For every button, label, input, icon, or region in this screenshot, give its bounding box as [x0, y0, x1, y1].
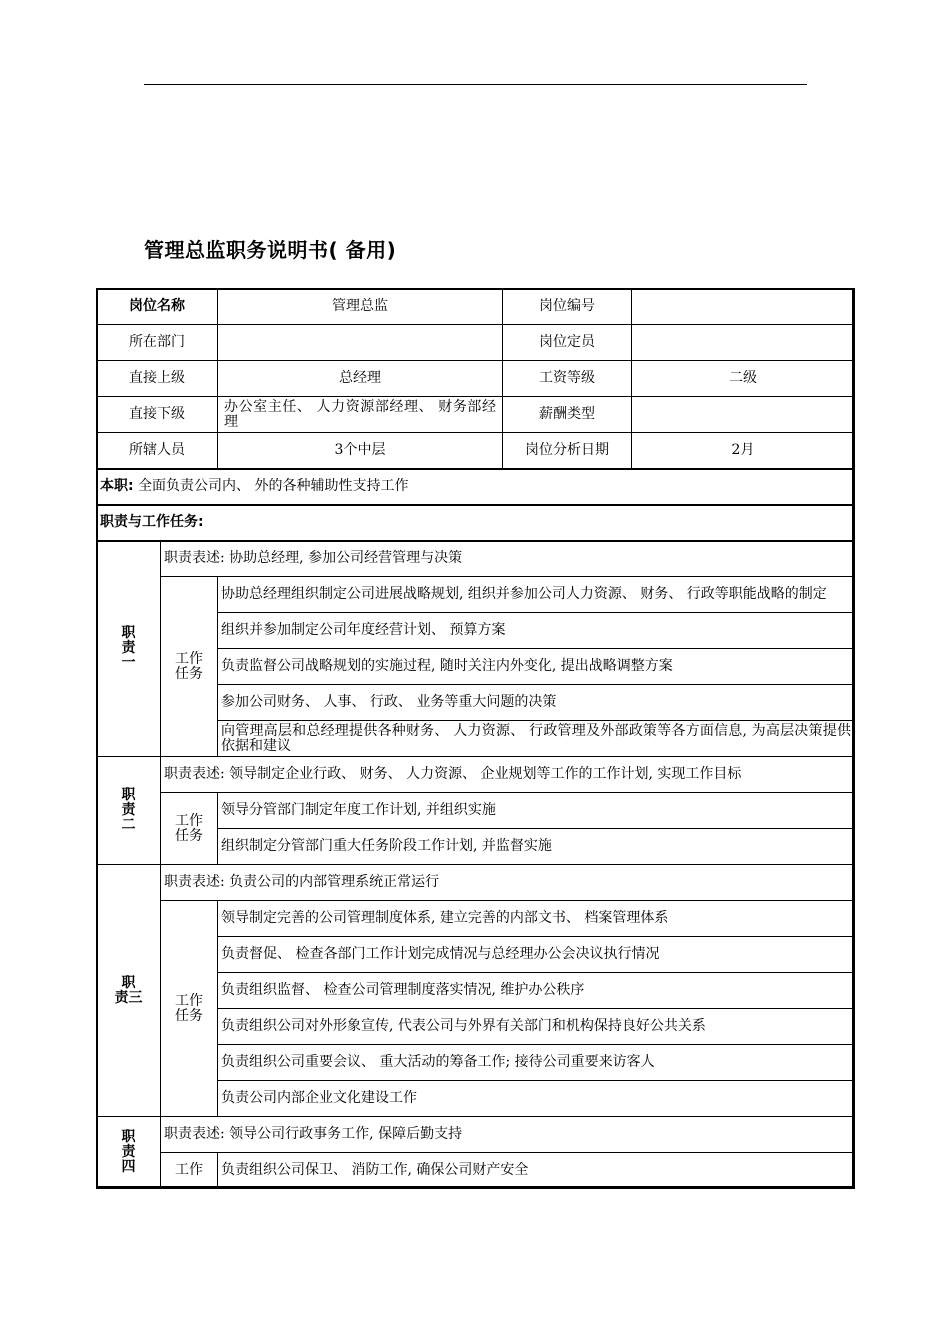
- value-direct-superior: 总经理: [218, 361, 503, 397]
- label-headcount: 岗位定员: [503, 325, 632, 361]
- label-direct-superior: 直接上级: [97, 361, 218, 397]
- label-department: 所在部门: [97, 325, 218, 361]
- main-duty-cell: [97, 469, 855, 505]
- job-description-table: [96, 288, 855, 1189]
- duty-2-task-2: 组织制定分管部门重大任务阶段工作计划, 并监督实施: [218, 829, 855, 865]
- duty-4-task-1: 负责组织公司保卫、 消防工作, 确保公司财产安全: [218, 1153, 855, 1189]
- value-pay-type: [632, 397, 855, 433]
- task-row: [97, 577, 855, 613]
- header-row: [97, 289, 855, 325]
- task-row: [97, 793, 855, 829]
- duty-3-task-2: 负责督促、 检查各部门工作计划完成情况与总经理办公会决议执行情况: [218, 937, 855, 973]
- duty-4-label: 职 责 四: [97, 1117, 161, 1189]
- main-duty-text: 全面负责公司内、 外的各种辅助性支持工作: [138, 478, 409, 494]
- main-duty-row: [97, 469, 855, 505]
- label-staff-managed: 所辖人员: [97, 433, 218, 469]
- top-rule: [144, 84, 807, 85]
- duty-2-task-label: 工作 任务: [161, 793, 218, 865]
- header-row: [97, 325, 855, 361]
- duty-3-task-5: 负责组织公司重要会议、 重大活动的筹备工作; 接待公司重要来访客人: [218, 1045, 855, 1081]
- duty-2-task-1: 领导分管部门制定年度工作计划, 并组织实施: [218, 793, 855, 829]
- label-direct-subordinates: 直接下级: [97, 397, 218, 433]
- value-analysis-date: 2月: [632, 433, 855, 469]
- duty-1-task-1: 协助总经理组织制定公司进展战略规划, 组织并参加公司人力资源、 财务、 行政等职能战略的制定: [218, 577, 855, 613]
- duty-statement-row: [97, 541, 855, 577]
- duty-3-task-4: 负责组织公司对外形象宣传, 代表公司与外界有关部门和机构保持良好公共关系: [218, 1009, 855, 1045]
- header-row: [97, 397, 855, 433]
- duty-3-task-3: 负责组织监督、 检查公司管理制度落实情况, 维护办公秩序: [218, 973, 855, 1009]
- label-salary-grade: 工资等级: [503, 361, 632, 397]
- value-direct-subordinates: 办公室主任、 人力资源部经理、 财务部经理: [218, 397, 503, 433]
- duty-statement-row: [97, 757, 855, 793]
- label-pay-type: 薪酬类型: [503, 397, 632, 433]
- duty-3-statement: 职责表述: 负责公司的内部管理系统正常运行: [161, 865, 855, 901]
- duty-statement-row: [97, 1117, 855, 1153]
- value-headcount: [632, 325, 855, 361]
- duty-4-task-label: 工作: [161, 1153, 218, 1189]
- task-row: [97, 901, 855, 937]
- duty-1-statement: 职责表述: 协助总经理, 参加公司经营管理与决策: [161, 541, 855, 577]
- duty-3-label: 职 责三: [97, 865, 161, 1117]
- duty-4-statement: 职责表述: 领导公司行政事务工作, 保障后勤支持: [161, 1117, 855, 1153]
- duty-statement-row: [97, 865, 855, 901]
- header-row: [97, 361, 855, 397]
- value-department: [218, 325, 503, 361]
- duties-heading-row: [97, 505, 855, 541]
- label-analysis-date: 岗位分析日期: [503, 433, 632, 469]
- duty-1-task-3: 负责监督公司战略规划的实施过程, 随时关注内外变化, 提出战略调整方案: [218, 649, 855, 685]
- duties-heading: 职责与工作任务:: [97, 505, 855, 541]
- main-duty-label: 本职:: [100, 478, 134, 494]
- duty-3-task-1: 领导制定完善的公司管理制度体系, 建立完善的内部文书、 档案管理体系: [218, 901, 855, 937]
- duty-1-label: 职 责 一: [97, 541, 161, 757]
- duty-1-task-4: 参加公司财务、 人事、 行政、 业务等重大问题的决策: [218, 685, 855, 721]
- duty-2-label: 职 责 二: [97, 757, 161, 865]
- label-position-number: 岗位编号: [503, 289, 632, 325]
- value-position-name: 管理总监: [218, 289, 503, 325]
- header-row: [97, 433, 855, 469]
- duty-1-task-5: 向管理高层和总经理提供各种财务、 人力资源、 行政管理及外部政策等各方面信息, 为高层决策提供依据和建议: [218, 721, 855, 757]
- duty-3-task-6: 负责公司内部企业文化建设工作: [218, 1081, 855, 1117]
- task-row: [97, 1153, 855, 1189]
- duty-2-statement: 职责表述: 领导制定企业行政、 财务、 人力资源、 企业规划等工作的工作计划, 实现工作目标: [161, 757, 855, 793]
- duty-3-task-label: 工作 任务: [161, 901, 218, 1117]
- document-title: 管理总监职务说明书( 备用): [144, 238, 397, 262]
- label-position-name: 岗位名称: [97, 289, 218, 325]
- value-salary-grade: 二级: [632, 361, 855, 397]
- duty-1-task-2: 组织并参加制定公司年度经营计划、 预算方案: [218, 613, 855, 649]
- value-staff-managed: 3个中层: [218, 433, 503, 469]
- value-position-number: [632, 289, 855, 325]
- duty-1-task-label: 工作 任务: [161, 577, 218, 757]
